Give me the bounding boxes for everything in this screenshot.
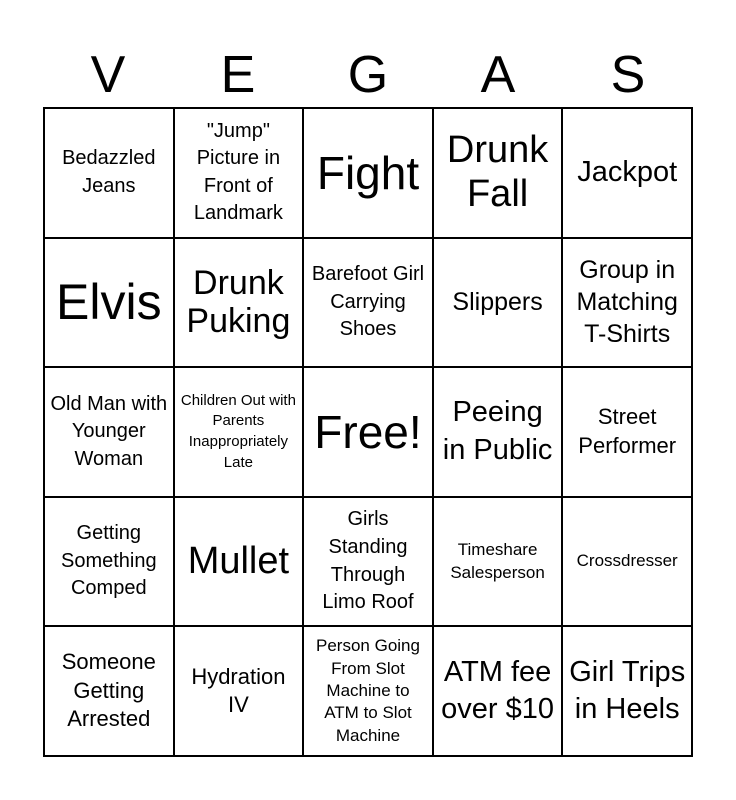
bingo-cell[interactable] (303, 238, 433, 368)
bingo-cell[interactable] (433, 626, 563, 756)
cell-text: Street Performer (578, 404, 677, 458)
cell-text: Drunk Fall (446, 129, 549, 215)
bingo-cell[interactable] (174, 238, 304, 368)
cell-text: Person Going From Slot Machine to ATM to Slot Machine (316, 636, 420, 745)
cell-text: Mullet (187, 539, 290, 582)
cell-text: Someone Getting Arrested (61, 649, 156, 732)
bingo-cell[interactable] (174, 497, 304, 627)
bingo-cell[interactable] (303, 497, 433, 627)
bingo-cell[interactable] (562, 367, 692, 497)
bingo-cell[interactable] (44, 497, 174, 627)
cell-text: Timeshare Salesperson (450, 540, 545, 582)
cell-text: Elvis (56, 273, 162, 330)
cell-text: Drunk Puking (186, 264, 291, 341)
bingo-cell[interactable] (174, 626, 304, 756)
bingo-cell[interactable] (562, 626, 692, 756)
bingo-cell[interactable] (174, 108, 304, 238)
bingo-cell[interactable] (562, 238, 692, 368)
bingo-cell[interactable] (44, 626, 174, 756)
cell-text: Old Man with Younger Woman (50, 392, 168, 470)
bingo-cell[interactable] (433, 497, 563, 627)
bingo-cell[interactable] (433, 367, 563, 497)
bingo-cell[interactable] (562, 497, 692, 627)
cell-text: Slippers (452, 288, 543, 317)
cell-text: Barefoot Girl Carrying Shoes (311, 263, 425, 341)
bingo-cell[interactable] (174, 367, 304, 497)
header-letter-g: G (347, 46, 389, 104)
bingo-cell[interactable] (44, 108, 174, 238)
bingo-cell[interactable] (44, 238, 174, 368)
header-letter-s: S (610, 46, 646, 104)
cell-text: Girl Trips in Heels (569, 655, 686, 726)
cell-text: Group in Matching T-Shirts (576, 256, 678, 349)
header-letter-v: V (90, 46, 126, 104)
cell-text: "Jump" Picture in Front of Landmark (193, 119, 283, 225)
cell-text: ATM fee over $10 (441, 655, 555, 726)
cell-text: Girls Standing Through Limo Roof (322, 508, 414, 614)
cell-text: Peeing in Public (442, 396, 553, 466)
bingo-cell[interactable] (433, 238, 563, 368)
bingo-cell[interactable] (44, 367, 174, 497)
cell-text: Getting Something Comped (60, 522, 157, 600)
bingo-cell[interactable] (433, 108, 563, 238)
header-letter-e: E (220, 46, 256, 104)
cell-text: Children Out with Parents Inappropriately Late (180, 391, 296, 471)
cell-text: Crossdresser (576, 551, 678, 571)
cell-text: Hydration IV (191, 663, 286, 718)
bingo-board (43, 107, 693, 757)
header-letter-a: A (480, 46, 516, 104)
bingo-header (43, 42, 693, 108)
free-space-text: Free! (314, 405, 422, 458)
bingo-cell[interactable] (303, 108, 433, 238)
cell-text: Bedazzled Jeans (62, 147, 156, 197)
cell-text: Jackpot (577, 155, 678, 188)
free-space-cell[interactable] (303, 367, 433, 497)
bingo-cell[interactable] (303, 626, 433, 756)
cell-text: Fight (316, 146, 420, 199)
bingo-cell[interactable] (562, 108, 692, 238)
